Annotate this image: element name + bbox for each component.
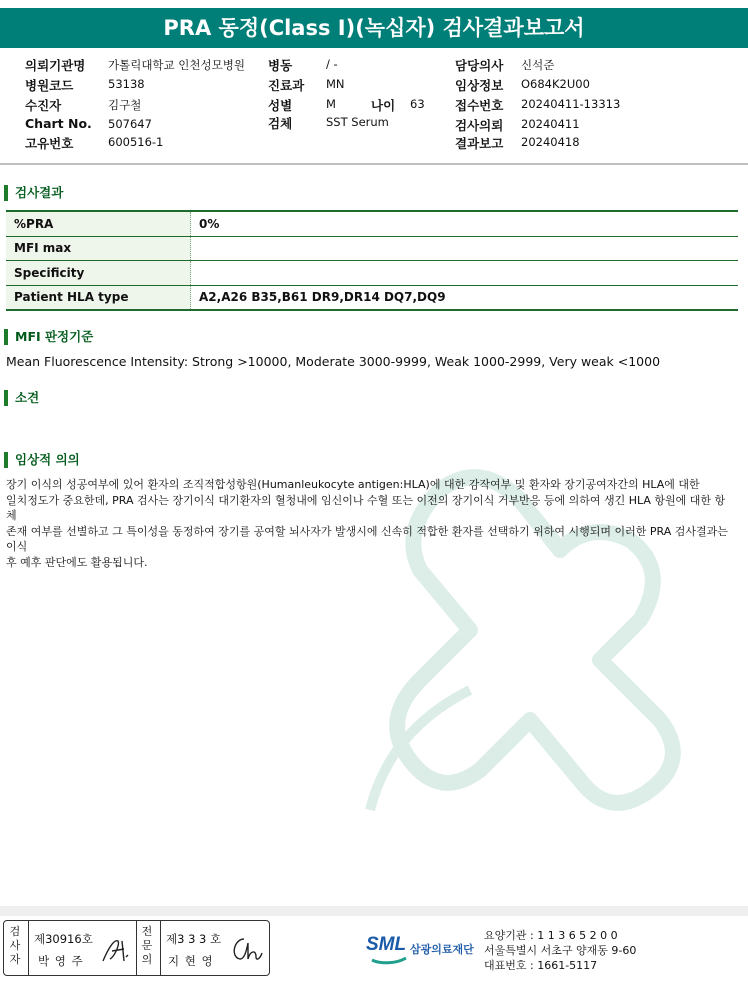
org-name: 삼광의료재단 [410,943,474,956]
clinical-line: 장기 이식의 성공여부에 있어 환자의 조직적합성항원(Humanleukocyte antigen:HLA)에 대한 감작여부 및 환자와 장기공여자간의 HLA에 대한 [6,478,700,491]
clinical-line: 일치정도가 중요한데, PRA 검사는 장기이식 대기환자의 혈청내에 임신이나 수혈 또는 이전의 장기이식 거부반응 등에 의하여 생긴 HLA 항원에 대한 항체 [6,493,726,522]
info-label: 진료과 [268,78,305,93]
age-label: 나이 [371,98,396,113]
info-label: 검체 [268,116,293,131]
tester-name: 박 영 주 [38,954,84,968]
info-value: MN [326,77,345,91]
info-value: SST Serum [326,115,389,129]
info-label: 임상정보 [455,78,504,93]
tester-signature-icon [100,935,134,965]
info-value: M [326,97,336,111]
result-value [191,261,739,286]
clinical-line: 후 예후 판단에도 활용됩니다. [6,555,148,569]
info-label: 성별 [268,98,293,113]
table-row [6,285,738,310]
info-value: 김구철 [108,98,142,112]
info-label: 담당의사 [455,58,504,73]
info-label: Chart No. [25,116,92,131]
info-value: 53138 [108,77,145,91]
section-mfi-title: MFI 판정기준 [4,329,93,345]
result-label: Patient HLA type [6,285,191,310]
info-label: 고유번호 [25,136,74,151]
sig-divider [136,921,137,975]
info-value: O684K2U00 [521,77,590,91]
section-results-title: 검사결과 [4,185,63,201]
info-value: 20240411-13313 [521,97,621,111]
info-label: 병원코드 [25,78,74,93]
header-divider [0,163,748,165]
clinical-line: 존재 여부를 선별하고 그 특이성을 동정하여 장기를 공여할 뇌사자가 발생시에 신속히 적합한 환자를 선택하기 위하여 시행되며 이러한 PRA 검사결과는 이식 [6,524,728,553]
info-value: 507647 [108,117,152,131]
result-label: %PRA [6,211,191,236]
age-value: 63 [410,97,425,111]
reviewer-name: 지 현 영 [168,954,214,968]
info-label: 의뢰기관명 [25,58,86,73]
signature-box [3,920,270,976]
reviewer-license-no: 제3 3 3 호 [166,932,222,946]
tester-label: 검사자 [9,925,21,966]
footer-divider [0,906,748,916]
sig-divider [28,921,29,975]
info-value: 가톨릭대학교 인천성모병원 [108,58,245,72]
info-label: 병동 [268,58,293,73]
report-title: PRA 동정(Class I)(녹십자) 검사결과보고서 [0,8,748,48]
result-label: MFI max [6,236,191,261]
result-value: A2,A26 B35,B61 DR9,DR14 DQ7,DQ9 [191,285,739,310]
info-label: 수진자 [25,98,62,113]
table-row [6,261,738,286]
table-row [6,211,738,236]
result-label: Specificity [6,261,191,286]
patient-info [0,54,748,154]
result-value: 0% [191,211,739,236]
reviewer-label: 전문의 [141,925,153,966]
org-address [484,928,636,973]
address-line: 서울특별시 서초구 양재동 9-60 [484,944,637,957]
info-value: / - [326,57,338,71]
info-label: 검사의뢰 [455,118,504,133]
address-line: 대표번호 : 1661-5117 [484,959,598,972]
mfi-criteria-text: Mean Fluorescence Intensity: Strong >10000, Moderate 3000-9999, Weak 1000-2999, Very weak <1000 [6,354,661,369]
info-label: 접수번호 [455,98,504,113]
info-value: 600516-1 [108,135,164,149]
sig-divider [160,921,161,975]
address-line: 요양기관 : 1 1 3 6 5 2 0 0 [484,929,618,942]
results-table [6,210,738,311]
result-value [191,236,739,261]
info-value: 20240418 [521,135,580,149]
info-value: 20240411 [521,117,580,131]
section-findings-title: 소견 [4,390,39,406]
info-label: 결과보고 [455,136,504,151]
tester-license-no: 제30916호 [34,932,93,946]
section-clinical-title: 임상적 의의 [4,452,80,468]
info-value: 신석준 [521,58,555,72]
reviewer-signature-icon [228,933,264,965]
org-abbr: SML [366,934,407,955]
clinical-significance-text [6,477,734,570]
table-row [6,236,738,261]
